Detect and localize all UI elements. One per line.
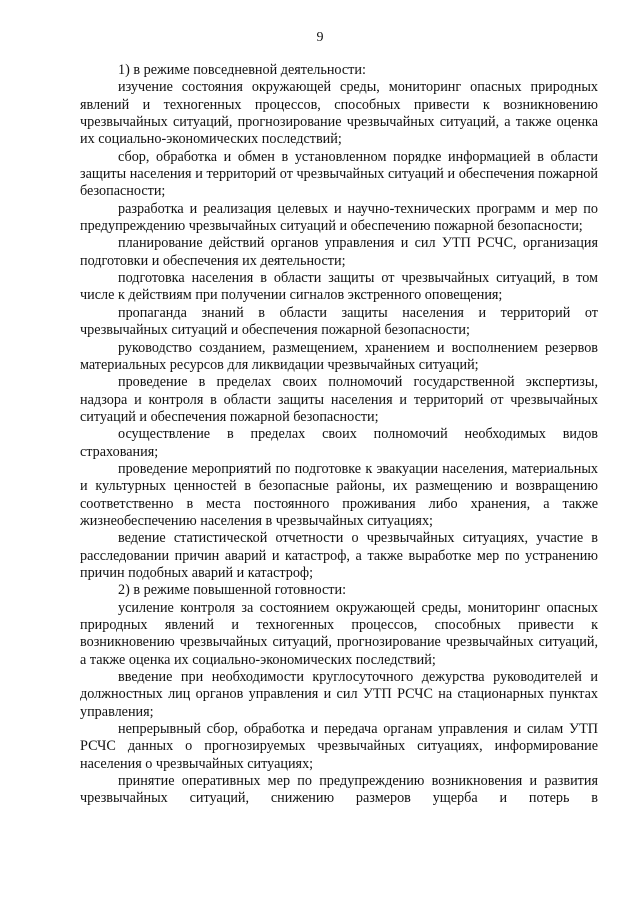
paragraph: проведение мероприятий по подготовке к эвакуации населения, материальных и культурных ценностей в безопасные районы, их размещению и возвращению соответственно в места постоянного проживания либо хранения, а также жизнеобеспечению населения в чрезвычайных ситуациях;: [80, 460, 598, 529]
paragraph: пропаганда знаний в области защиты населения и территорий от чрезвычайных ситуаций и обеспечения пожарной безопасности;: [80, 304, 598, 339]
paragraph: осуществление в пределах своих полномочий необходимых видов страхования;: [80, 426, 598, 460]
paragraph-continued: принятие оперативных мер по предупреждению возникновения и развития чрезвычайных ситуаций, снижению размеров ущерба и потерь в: [80, 773, 598, 807]
paragraph: ведение статистической отчетности о чрезвычайных ситуациях, участие в расследовании причин аварий и катастроф, а также выработке мер по устранению причин подобных аварий и катастроф;: [80, 530, 598, 581]
page-number: 9: [316, 30, 324, 45]
paragraph: изучение состояния окружающей среды, мониторинг опасных природных явлений и техногенных процессов, способных привести к возникновению чрезвычайных ситуаций, прогнозирование чрезвычайных ситуаций, а также оценка их социально-экономических последствий;: [80, 79, 598, 148]
paragraph: непрерывный сбор, обработка и передача органам управления и силам УТП РСЧС данных о прогнозируемых чрезвычайных ситуациях, информирование населения о чрезвычайных ситуациях;: [80, 721, 598, 772]
paragraph: усиление контроля за состоянием окружающей среды, мониторинг опасных природных явлений и техногенных процессов, способных привести к возникновению чрезвычайных ситуаций, прогнозирование чрезвычайных ситуаций, а также оценка их социально-экономических последствий;: [80, 599, 598, 668]
paragraph: введение при необходимости круглосуточного дежурства руководителей и должностных лиц органов управления и сил УТП РСЧС на стационарных пунктах управления;: [80, 669, 598, 720]
paragraph-mode-alert-heading: 2) в режиме повышенной готовности:: [118, 582, 347, 599]
document-body: [80, 62, 598, 808]
paragraph: руководство созданием, размещением, хранением и восполнением резервов материальных ресурсов для ликвидации чрезвычайных ситуаций;: [80, 339, 598, 373]
paragraph: планирование действий органов управления и сил УТП РСЧС, организация подготовки и обеспечения их деятельности;: [80, 235, 598, 269]
paragraph: проведение в пределах своих полномочий государственной экспертизы, надзора и контроля в области защиты населения и территорий от чрезвычайных ситуаций и обеспечения пожарной безопасности;: [80, 374, 598, 425]
paragraph: сбор, обработка и обмен в установленном порядке информацией в области защиты населения и территорий от чрезвычайных ситуаций и обеспечения пожарной безопасности;: [80, 148, 598, 200]
paragraph-mode-daily-heading: 1) в режиме повседневной деятельности:: [118, 62, 366, 78]
paragraph: подготовка населения в области защиты от чрезвычайных ситуаций, в том числе к действиям при получении сигналов экстренного оповещения;: [80, 270, 598, 304]
paragraph: разработка и реализация целевых и научно-технических программ и мер по предупреждению чрезвычайных ситуаций и обеспечению пожарной безопасности;: [80, 200, 598, 235]
